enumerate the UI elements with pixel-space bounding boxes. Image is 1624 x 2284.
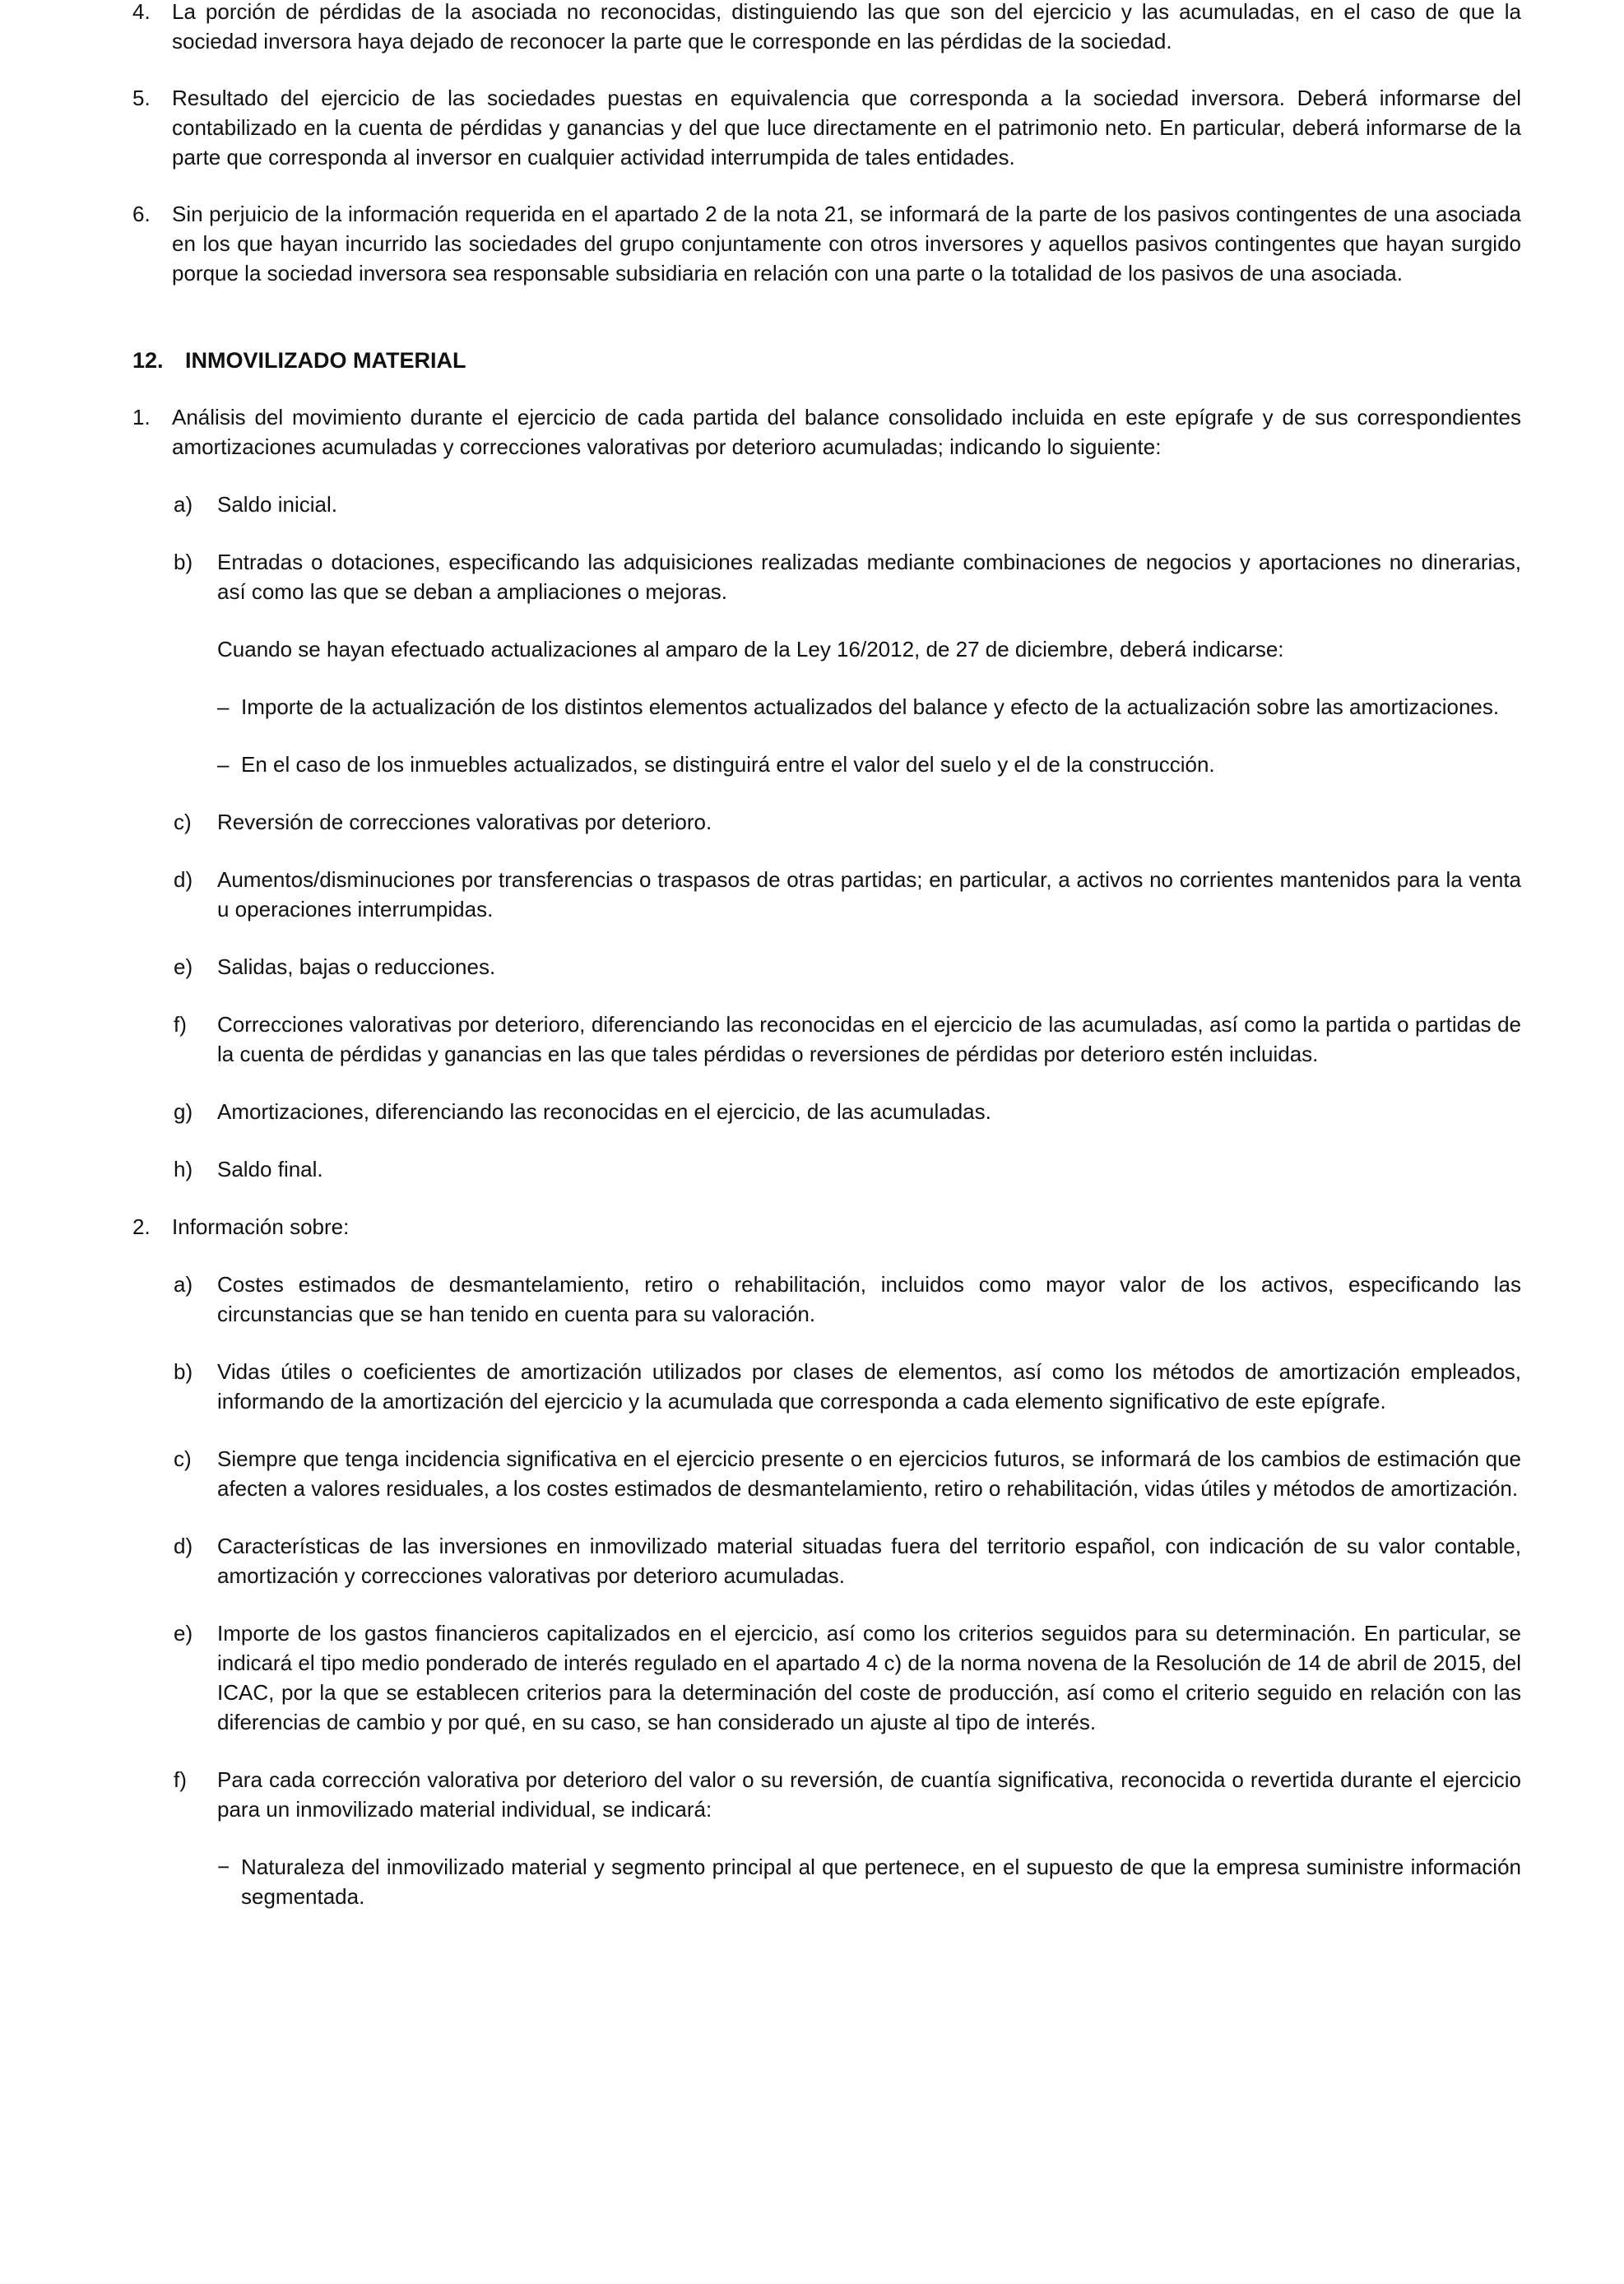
sub-item-text: Aumentos/disminuciones por transferencias o traspasos de otras partidas; en particular, a activos no corrientes mantenidos para la venta u operaciones interrumpidas. (217, 867, 1521, 921)
dash-marker: – (217, 752, 230, 777)
sub-item-text: Características de las inversiones en inmovilizado material situadas fuera del territorio español, con indicación de su valor contable, amortización y correcciones valorativas por deterioro acumuladas. (217, 1534, 1521, 1588)
sub-item-text: Saldo inicial. (217, 492, 337, 517)
list-item-6 (132, 199, 1521, 288)
list-item-text: La porción de pérdidas de la asociada no reconocidas, distinguiendo las que son del ejercicio y las acumuladas, en el caso de que la sociedad inversora haya dejado de reconocer la parte que le corresponde en las pérdidas de la sociedad. (172, 0, 1521, 53)
list-item-5 (132, 83, 1521, 172)
sub-item-2c (174, 1444, 1521, 1503)
sub-item-text: Amortizaciones, diferenciando las reconocidas en el ejercicio, de las acumuladas. (217, 1099, 991, 1124)
section-number: 12. (132, 348, 164, 373)
sub-item-1e (174, 952, 1521, 982)
sub-marker: e) (174, 1621, 193, 1646)
sub-item-text: Vidas útiles o coeficientes de amortización utilizados por clases de elementos, así como los métodos de amortización empleados, informando de la amortización del ejercicio y la acumulada que corresponda a cada elemento significativo de este epígrafe. (217, 1359, 1521, 1414)
sub-item-2b (174, 1357, 1521, 1416)
list-item-text: Resultado del ejercicio de las sociedades puestas en equivalencia que corresponda a la sociedad inversora. Deberá informarse del contabilizado en la cuenta de pérdidas y ganancias y del que luce directamente en el patrimonio neto. En particular, deberá informarse de la parte que corresponda al inversor en cualquier actividad interrumpida de tales entidades. (172, 86, 1521, 169)
sub-item-text: Correcciones valorativas por deterioro, diferenciando las reconocidas en el ejercicio de las acumuladas, así como la partida o partidas de la cuenta de pérdidas y ganancias en las que tales pérdidas o reversiones de pérdidas por deterioro estén incluidas. (217, 1012, 1521, 1066)
sub-marker: f) (174, 1012, 187, 1037)
section-heading (132, 346, 1624, 375)
sub-item-text: Siempre que tenga incidencia significativa en el ejercicio presente o en ejercicios futuros, se informará de los cambios de estimación que afecten a valores residuales, a los costes estimados de desmantelamiento, retiro o rehabilitación, vidas útiles y métodos de amortización. (217, 1446, 1521, 1501)
list-item-4 (132, 0, 1521, 56)
list-item-text: Información sobre: (172, 1214, 350, 1239)
sub-item-1a (174, 490, 1521, 519)
dash-item (217, 750, 1521, 779)
dash-item-text: Importe de la actualización de los distintos elementos actualizados del balance y efecto de la actualización sobre las amortizaciones. (241, 694, 1500, 719)
sub-marker: b) (174, 1359, 193, 1384)
list-item-2 (132, 1212, 1521, 1242)
dash-marker: − (217, 1855, 230, 1879)
list-item-text: Análisis del movimiento durante el ejercicio de cada partida del balance consolidado incluida en este epígrafe y de sus correspondientes amortizaciones acumuladas y correcciones valorativas por deterioro acumuladas; indicando lo siguiente: (172, 405, 1521, 459)
sub-marker: d) (174, 867, 193, 892)
sub-marker: c) (174, 810, 192, 834)
section-title: INMOVILIZADO MATERIAL (185, 348, 466, 373)
sub-marker: a) (174, 492, 193, 517)
list-marker: 4. (132, 0, 151, 24)
sub-item-2e (174, 1618, 1521, 1737)
list-marker: 6. (132, 202, 151, 226)
list-item-text: Sin perjuicio de la información requerida en el apartado 2 de la nota 21, se informará de la parte de los pasivos contingentes de una asociada en los que hayan incurrido las sociedades del grupo conjuntamente con otros inversores y aquellos pasivos contingentes que hayan surgido porque la sociedad inversora sea responsable subsidiaria en relación con una parte o la totalidad de los pasivos de una asociada. (172, 202, 1521, 286)
dash-item-text: En el caso de los inmuebles actualizados, se distinguirá entre el valor del suelo y el de la construcción. (241, 752, 1215, 777)
sub-marker: d) (174, 1534, 193, 1558)
sub-item-text: Costes estimados de desmantelamiento, retiro o rehabilitación, incluidos como mayor valor de los activos, especificando las circunstancias que se han tenido en cuenta para su valoración. (217, 1272, 1521, 1326)
sub-marker: g) (174, 1099, 193, 1124)
sub-item-text: Para cada corrección valorativa por deterioro del valor o su reversión, de cuantía significativa, reconocida o revertida durante el ejercicio para un inmovilizado material individual, se indicará: (217, 1767, 1521, 1822)
sub-marker: c) (174, 1446, 192, 1471)
sub-item-text: Saldo final. (217, 1157, 323, 1181)
sub-item-1f (174, 1010, 1521, 1069)
list-marker: 5. (132, 86, 151, 110)
sub-item-1b (174, 547, 1521, 606)
sub-marker: f) (174, 1767, 187, 1792)
sub-item-note: Cuando se hayan efectuado actualizaciones al amparo de la Ley 16/2012, de 27 de diciembre, deberá indicarse: (217, 637, 1284, 662)
sub-marker: e) (174, 954, 193, 979)
dash-item (217, 1852, 1521, 1911)
list-marker: 2. (132, 1214, 151, 1239)
sub-item-1d (174, 865, 1521, 924)
sub-marker: h) (174, 1157, 193, 1181)
sub-marker: a) (174, 1272, 193, 1297)
sub-item-text: Reversión de correcciones valorativas por deterioro. (217, 810, 712, 834)
sub-marker: b) (174, 550, 193, 574)
sub-item-1g (174, 1097, 1521, 1126)
sub-item-text: Salidas, bajas o reducciones. (217, 954, 496, 979)
dash-marker: – (217, 694, 230, 719)
sub-item-1h (174, 1154, 1521, 1184)
sub-item-text: Entradas o dotaciones, especificando las adquisiciones realizadas mediante combinaciones de negocios y aportaciones no dinerarias, así como las que se deban a ampliaciones o mejoras. (217, 550, 1521, 604)
sub-item-2f (174, 1765, 1521, 1824)
dash-item-text: Naturaleza del inmovilizado material y segmento principal al que pertenece, en el supuesto de que la empresa suministre información segmentada. (241, 1855, 1521, 1909)
sub-item-text: Importe de los gastos financieros capitalizados en el ejercicio, así como los criterios seguidos para su determinación. En particular, se indicará el tipo medio ponderado de interés regulado en el apartado 4 c) de la norma novena de la Resolución de 14 de abril de 2015, del ICAC, por la que se establecen criterios para la determinación del coste de producción, así como el criterio seguido en relación con las diferencias de cambio y por qué, en su caso, se han considerado un ajuste al tipo de interés. (217, 1621, 1521, 1734)
list-item-1 (132, 402, 1521, 462)
dash-item (217, 692, 1521, 722)
sub-item-1c (174, 807, 1521, 837)
sub-item-2a (174, 1270, 1521, 1329)
list-marker: 1. (132, 405, 151, 429)
sub-item-2d (174, 1531, 1521, 1590)
